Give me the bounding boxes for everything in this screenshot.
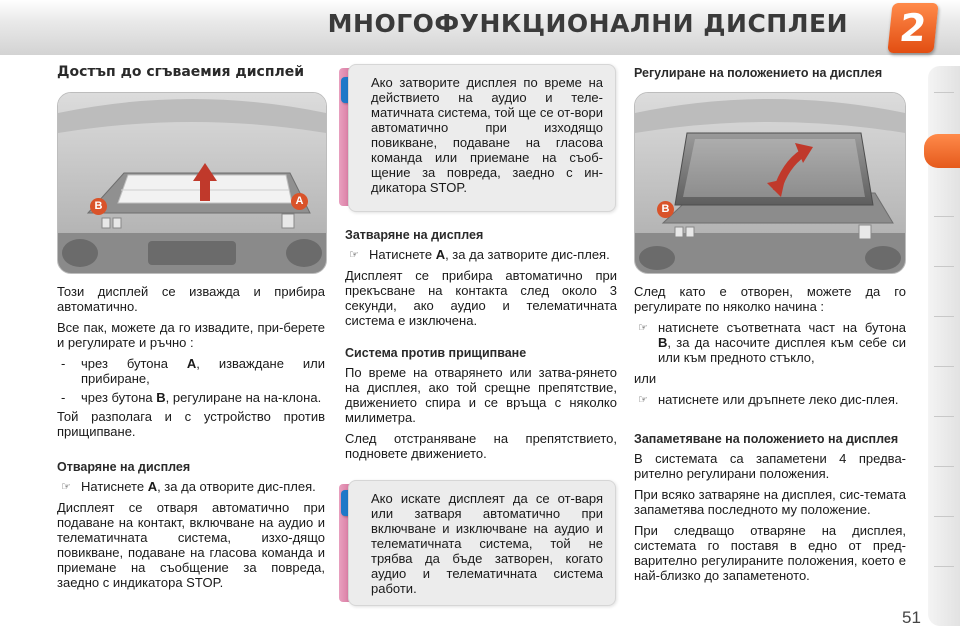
paragraph: След като е отворен, можете да го регулирате по няколко начина : (634, 284, 906, 314)
tab-divider (934, 92, 954, 93)
tab-divider (934, 416, 954, 417)
arrow-bullet-icon: ☞ (638, 321, 648, 334)
right-column-adjust (634, 284, 906, 413)
paragraph: В системата са запаметени 4 предва-рително регулирани положения. (634, 451, 906, 481)
tab-divider (934, 466, 954, 467)
bullet-item: ☞ Натиснете A, за да отворите дис-плея. (61, 479, 316, 494)
paragraph: Този дисплей се изважда и прибира автоматично. (57, 284, 325, 314)
dash-item: - чрез бутона A, изваждане или прибиране, (61, 356, 325, 386)
info-box-close-reopen: Ако затворите дисплея по време на действието на аудио и теле-матичната система, той ще се от-вори автоматично при изходящо повикване, подаване на гласова команда или приемане на съоб-щение за повреда, заедно с ин-дикатора STOP. (348, 64, 616, 212)
paragraph: Все пак, можете да го извадите, при-берете и регулирате и ръчно : (57, 320, 325, 350)
bullet-item: ☞ натиснете съответната част на бутона B, за да насочите дисплея към себе си или към предното стъкло, (638, 320, 906, 365)
chapter-badge: 2 (887, 3, 938, 53)
paragraph: След отстраняване на препятствието, подновете движението. (345, 431, 617, 461)
left-column-text (57, 284, 325, 445)
subheading-adjust: Регулиране на положението на дисплея (634, 66, 883, 80)
callout-a: A (291, 193, 308, 210)
arrow-bullet-icon: ☞ (638, 393, 648, 406)
page-number: 51 (902, 608, 921, 627)
dashboard-illustration-right (634, 92, 906, 274)
tab-divider (934, 516, 954, 517)
callout-b: B (90, 198, 107, 215)
or-text: или (634, 371, 657, 386)
paragraph: Дисплеят се отваря автоматично при подаване на контакт, включване на аудио и телематичната система, изхо-дящо повикване, подаване на гласова команда и приемане на съобщение за повреда, заедно с индикатора STOP. (57, 500, 325, 590)
middle-column-text (345, 228, 617, 467)
right-column-memory (634, 432, 906, 589)
tab-divider (934, 266, 954, 267)
paragraph: По време на отварянето или затва-рянето на дисплея, ако той срещне препятствие, движението спира и се връща с няколко милиметра. (345, 365, 617, 425)
info-box-auto-open: Ако искате дисплеят да се от-варя или затваря автоматично при включване и изключване на аудио и телематичната система, той не трябва да бъде затворен, когато аудио и телематичната система работи. (348, 480, 616, 606)
left-column-open (57, 460, 325, 596)
tab-divider (934, 216, 954, 217)
tab-divider (934, 566, 954, 567)
subheading-open: Отваряне на дисплея (57, 460, 191, 474)
subheading-anti-pinch: Система против прищипване (345, 346, 527, 360)
active-chapter-tab (924, 134, 960, 168)
paragraph: При следващо отваряне на дисплея, системата го поставя в едно от пред-варително регулираните положения, което е най-близко до запаметеното. (634, 523, 906, 583)
section-title-access: Достъп до сгъваемия дисплей (57, 64, 305, 80)
page-header (0, 0, 960, 55)
dashboard-illustration-left (57, 92, 327, 274)
tab-divider (934, 316, 954, 317)
bullet-item: ☞ Натиснете A, за да затворите дис-плея. (349, 247, 610, 262)
subheading-close: Затваряне на дисплея (345, 228, 484, 242)
tab-divider (934, 366, 954, 367)
dashboard-drawing (635, 93, 905, 273)
paragraph: При всяко затваряне на дисплея, сис-темата запаметява последното му положение. (634, 487, 906, 517)
dashboard-drawing (58, 93, 326, 273)
subheading-memory: Запаметяване на положението на дисплея (634, 432, 899, 446)
arrow-bullet-icon: ☞ (349, 248, 359, 261)
paragraph: Дисплеят се прибира автоматично при прекъсване на контакта след около 3 секунди, ако аудио и телематичната система е изключена. (345, 268, 617, 328)
arrow-bullet-icon: ☞ (61, 480, 71, 493)
bullet-item: ☞ натиснете или дръпнете леко дис-плея. (638, 392, 899, 407)
paragraph: Той разполага и с устройство против прищипване. (57, 409, 325, 439)
dash-item: - чрез бутона B, регулиране на на-клона. (61, 390, 322, 405)
page-title: МНОГОФУНКЦИОНАЛНИ ДИСПЛЕИ (327, 9, 848, 38)
callout-b: B (657, 201, 674, 218)
